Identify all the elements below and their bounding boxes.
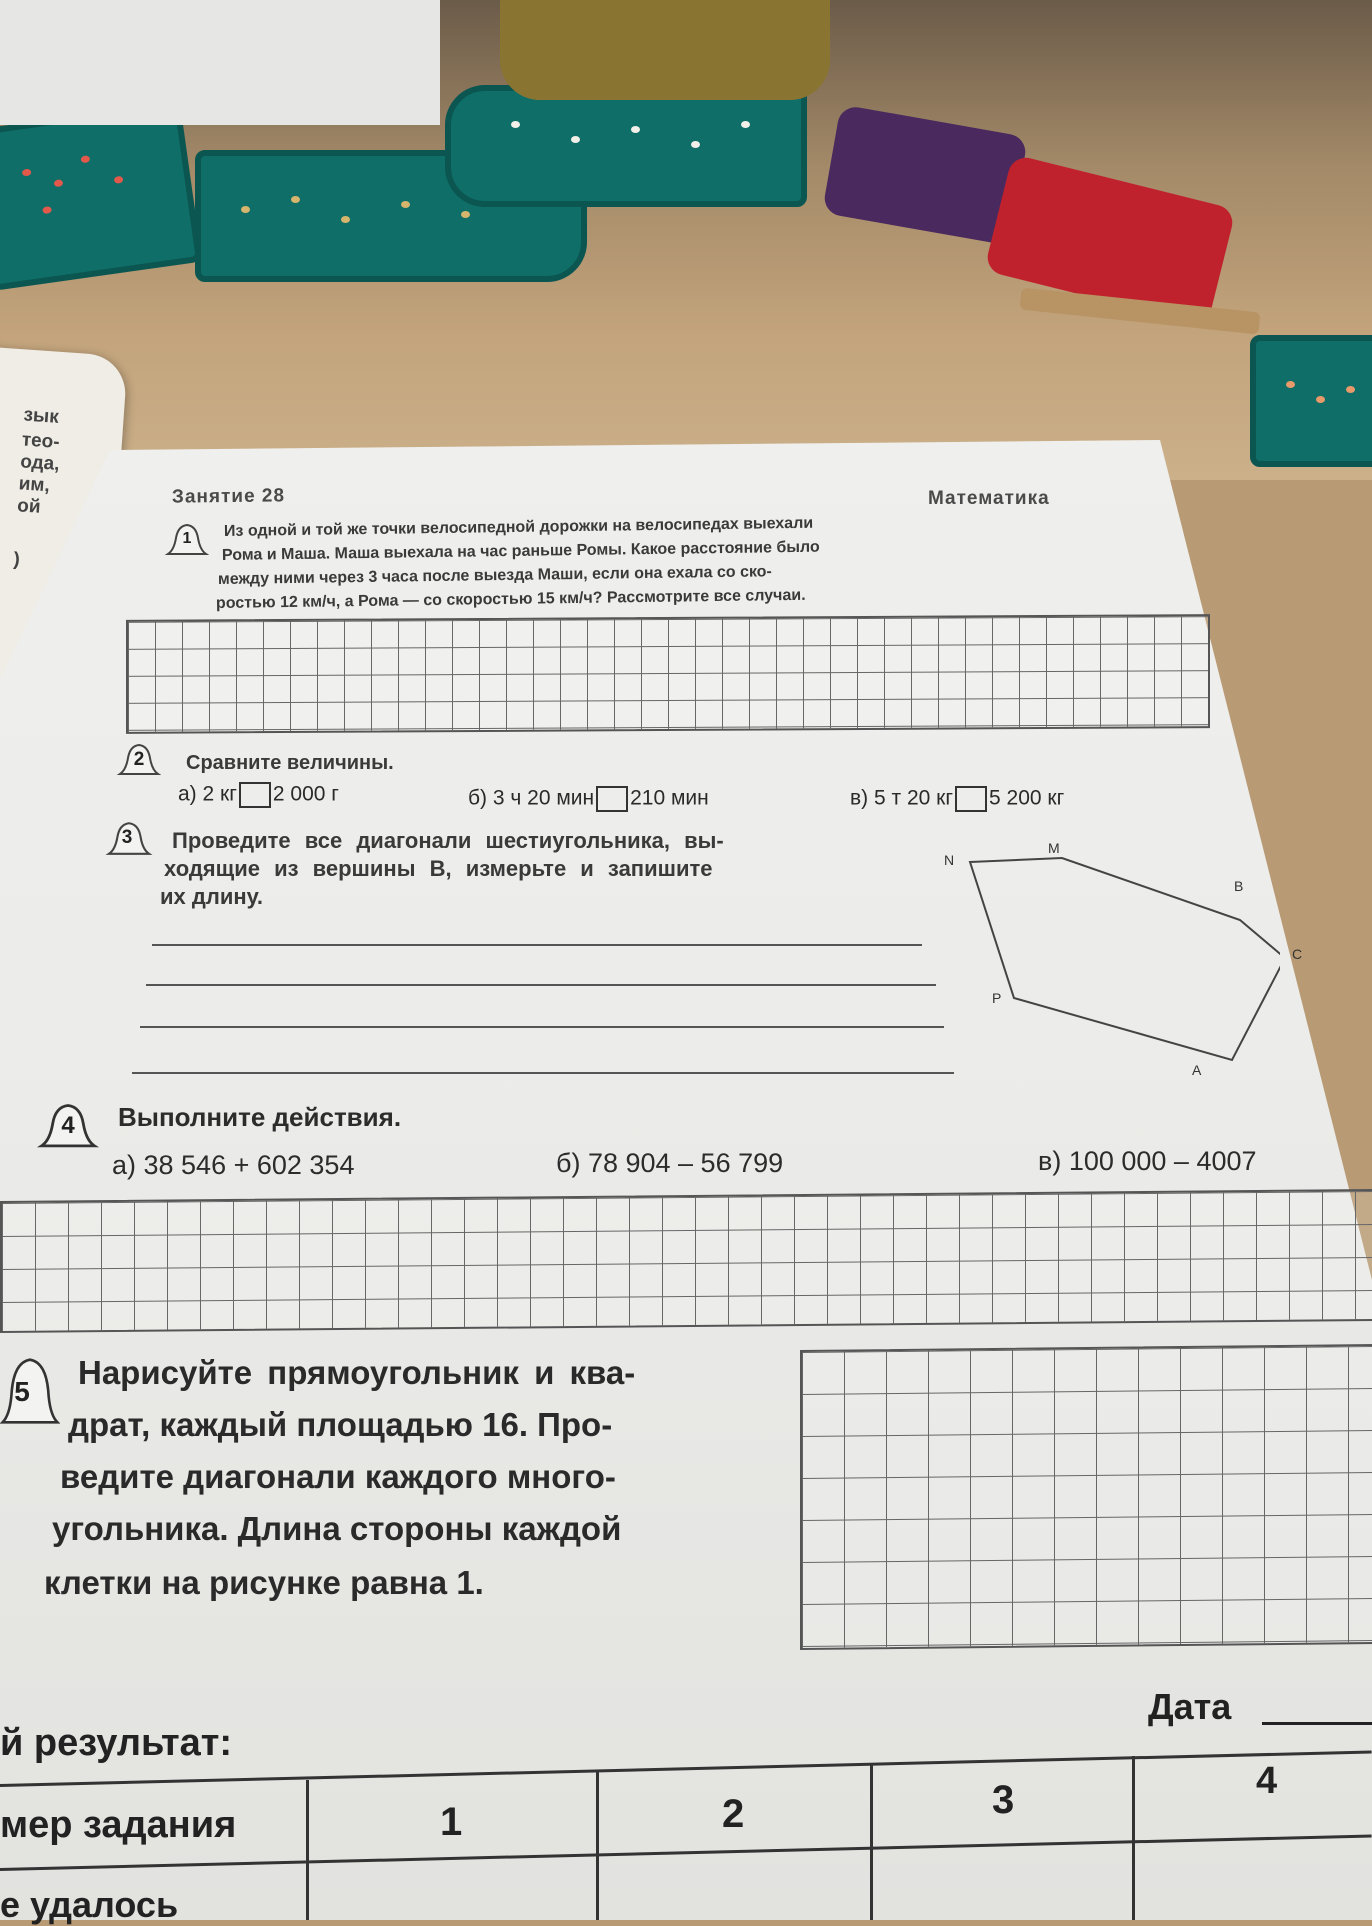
left-page-fragment: зык xyxy=(22,404,60,428)
task5-line: драт, каждый площадью 16. Про- xyxy=(68,1406,613,1443)
task2-item-b: б) 3 ч 20 мин 210 мин xyxy=(468,786,709,812)
row-label-task-number: мер задания xyxy=(0,1804,237,1846)
task1-line: Из одной и той же точки велосипедной дорожки на велосипедах выехали xyxy=(223,514,814,540)
task1-line: Рома и Маша. Маша выехала на час раньше Ромы. Какое расстояние было xyxy=(221,538,820,564)
vertex-label-a: A xyxy=(1192,1062,1202,1078)
compare-box[interactable] xyxy=(596,786,628,812)
table-column-header: 1 xyxy=(440,1800,463,1844)
task5-line: Нарисуйте прямоугольник и ква- xyxy=(78,1354,636,1391)
left-page-fragment: ода, xyxy=(19,451,61,476)
subject-title: Математика xyxy=(928,488,1050,509)
task4-answer-grid[interactable] xyxy=(0,1189,1372,1333)
lesson-number: Занятие 28 xyxy=(171,485,286,508)
vertex-label-b: B xyxy=(1234,878,1244,894)
hexagon-figure xyxy=(940,840,1280,1080)
left-page-fragment: ой xyxy=(16,495,42,518)
answer-line[interactable] xyxy=(152,944,922,946)
table-border xyxy=(1132,1756,1135,1920)
date-field[interactable] xyxy=(1262,1722,1372,1725)
result-label: й результат: xyxy=(0,1722,233,1764)
left-page-fragment: тео- xyxy=(21,429,61,453)
task1-answer-grid[interactable] xyxy=(126,614,1210,734)
answer-line[interactable] xyxy=(140,1026,944,1028)
table-column-header: 4 xyxy=(1256,1760,1278,1802)
left-page-fragment: им, xyxy=(18,473,51,497)
table-border xyxy=(870,1764,873,1920)
answer-line[interactable] xyxy=(146,984,936,986)
date-label: Дата xyxy=(1148,1686,1232,1727)
task2-item-c: в) 5 т 20 кг 5 200 кг xyxy=(850,786,1064,812)
task4-item-a: а) 38 546 + 602 354 xyxy=(112,1150,355,1180)
task4-title: Выполните действия. xyxy=(118,1102,402,1132)
task5-line: ведите диагонали каждого много- xyxy=(60,1458,616,1495)
vertex-label-p: P xyxy=(992,990,1002,1006)
task2-item-a: а) 2 кг 2 000 г xyxy=(178,782,339,808)
task-number-badge: 2 xyxy=(116,740,162,780)
row-label-success: е удалось xyxy=(0,1884,179,1925)
vertex-label-n: N xyxy=(944,852,955,868)
table-column-header: 2 xyxy=(722,1792,745,1836)
task-number-badge: 5 xyxy=(0,1354,60,1424)
task5-drawing-grid[interactable] xyxy=(800,1344,1372,1650)
task5-line: клетки на рисунке равна 1. xyxy=(44,1564,484,1601)
task3-line: Проведите все диагонали шестиугольника, вы- xyxy=(172,828,724,853)
task4-item-c: в) 100 000 – 4007 xyxy=(1038,1146,1257,1176)
task5-line: угольника. Длина стороны каждой xyxy=(52,1510,622,1547)
compare-box[interactable] xyxy=(239,782,271,808)
task3-line: ходящие из вершины B, измерьте и запишите xyxy=(164,856,713,881)
task3-line: их длину. xyxy=(160,884,264,909)
vertex-label-c: C xyxy=(1292,946,1303,962)
compare-box[interactable] xyxy=(955,786,987,812)
task4-item-b: б) 78 904 – 56 799 xyxy=(556,1148,784,1178)
answer-line[interactable] xyxy=(132,1072,954,1074)
task2-title: Сравните величины. xyxy=(186,752,394,774)
task-number-badge: 1 xyxy=(164,520,210,560)
task-number-badge: 4 xyxy=(36,1098,96,1148)
task-number-badge: 3 xyxy=(104,818,150,858)
table-border xyxy=(596,1772,599,1920)
task1-line: между ними через 3 часа после выезда Маши, если она ехала со ско- xyxy=(217,563,772,588)
table-column-header: 3 xyxy=(992,1778,1015,1822)
task1-line: ростью 12 км/ч, а Рома — со скоростью 15 км/ч? Рассмотрите все случаи. xyxy=(215,586,806,612)
left-page-fragment: ) xyxy=(12,549,21,571)
vertex-label-m: M xyxy=(1048,840,1060,856)
table-border xyxy=(306,1780,309,1920)
